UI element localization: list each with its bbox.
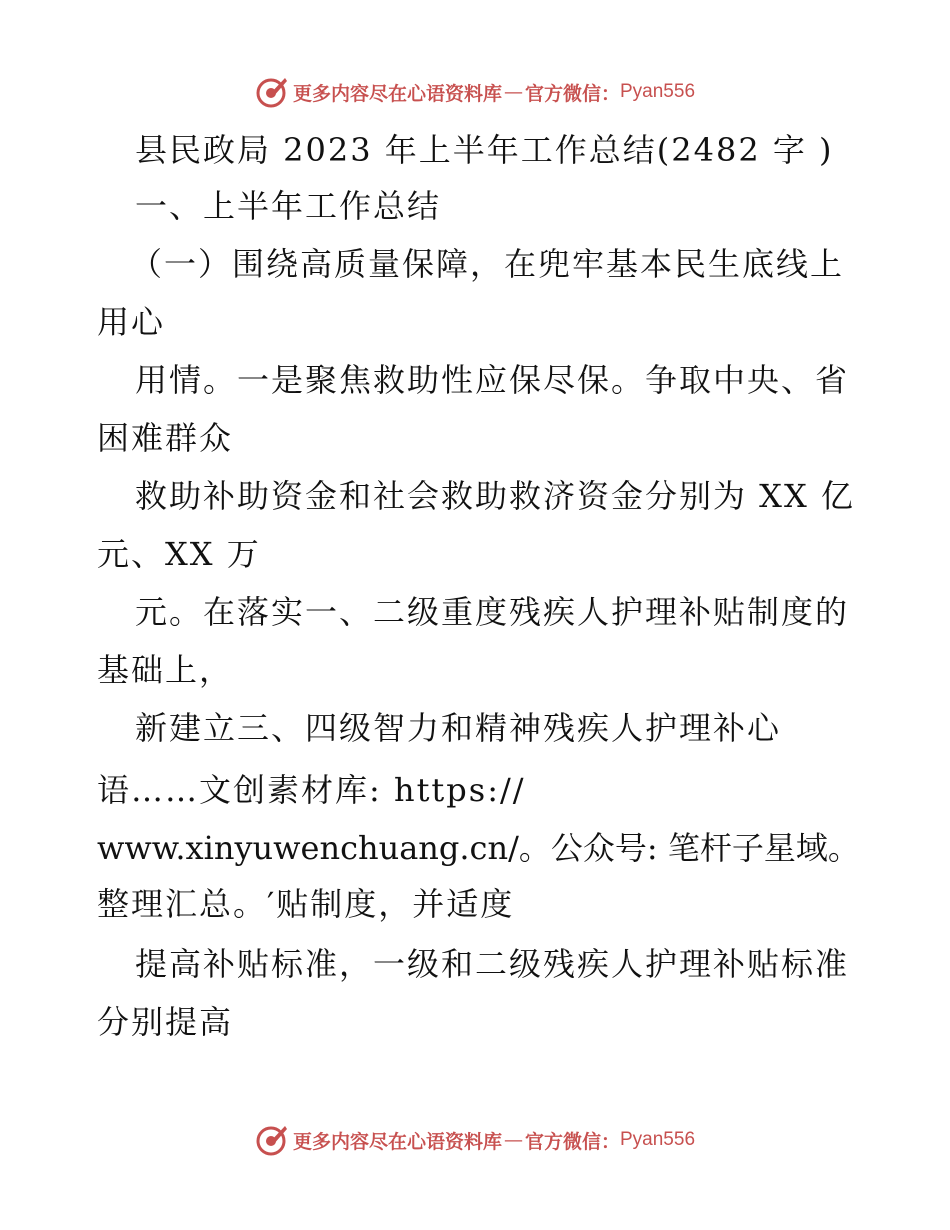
doc-title: 县民政局 2023 年上半年工作总结(2482 字 ) <box>135 131 834 169</box>
paragraph-line: 新建立三、四级智力和精神残疾人护理补心 <box>135 709 782 747</box>
section-heading: 一、上半年工作总结 <box>135 187 442 225</box>
feather-pen-logo-icon <box>255 75 289 109</box>
paragraph-line: 分别提高 <box>97 1003 234 1041</box>
paragraph-line: 整理汇总。′贴制度，并适度 <box>97 885 515 923</box>
banner-dash: — <box>503 1129 523 1151</box>
feather-pen-logo-icon <box>255 1123 289 1157</box>
paragraph-line: 基础上， <box>97 651 234 689</box>
paragraph-line: 救助补助资金和社会救助救济资金分别为 XX 亿 <box>135 477 855 515</box>
banner-wechat-id: Pyan556 <box>620 1129 696 1150</box>
paragraph-line: 用情。一是聚焦救助性应保尽保。争取中央、省 <box>135 361 850 399</box>
paragraph-line: 提高补贴标准，一级和二级残疾人护理补贴标准 <box>135 945 850 983</box>
paragraph-line: 用心 <box>97 303 166 341</box>
footer-banner <box>0 1120 950 1160</box>
paragraph-line: www.xinyuwenchuang.cn/。公众号: 笔杆子星域。 <box>97 829 860 867</box>
paragraph-line: 元、XX 万 <box>97 535 261 573</box>
paragraph-line: （一）围绕高质量保障，在兜牢基本民生底线上 <box>130 245 845 283</box>
paragraph-line: 元。在落实一、二级重度残疾人护理补贴制度的 <box>135 593 850 631</box>
banner-wechat-label: 官方微信： <box>524 1130 620 1153</box>
header-banner <box>0 72 950 112</box>
banner-main-text: 更多内容尽在心语资料库 <box>292 1130 502 1153</box>
banner-wechat-label: 官方微信： <box>524 82 620 105</box>
banner-dash: — <box>503 81 523 103</box>
paragraph-line: 语……文创素材库: https:// <box>97 771 526 809</box>
banner-wechat-id: Pyan556 <box>620 81 696 102</box>
banner-main-text: 更多内容尽在心语资料库 <box>292 82 502 105</box>
paragraph-line: 困难群众 <box>97 419 234 457</box>
